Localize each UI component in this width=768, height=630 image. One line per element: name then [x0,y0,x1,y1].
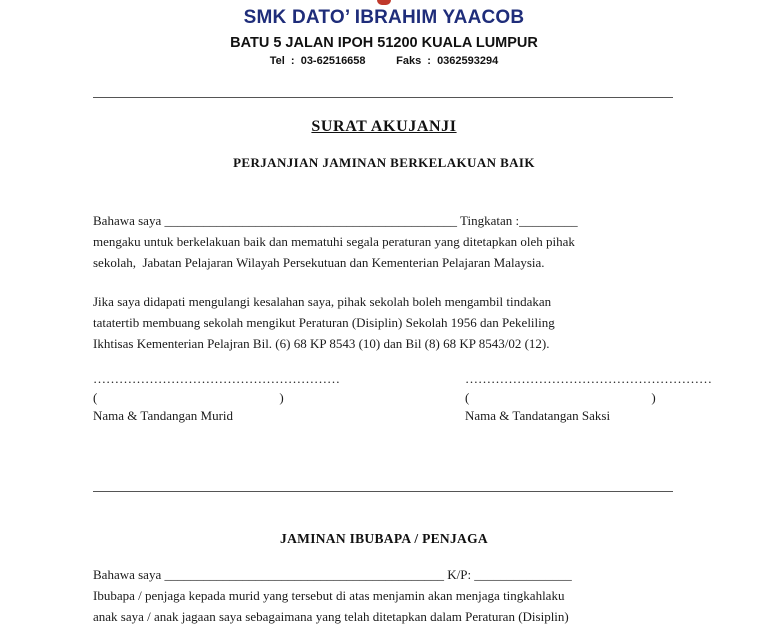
header-divider [93,97,673,98]
school-name: SMK DATO’ IBRAHIM YAACOB [243,7,525,28]
paragraph2-line2: tatatertib membuang sekolah mengikut Peraturan (Disiplin) Sekolah 1956 dan Pekeliling [93,315,555,330]
guarantee-line1: Bahawa saya ___________________________________________ K/P: _______________ [93,567,572,582]
school-logo [377,0,391,5]
guarantee-line2: Ibubapa / penjaga kepada murid yang tersebut di atas menjamin akan menjaga tingkahlaku [93,588,565,603]
student-signature-label: Nama & Tandangan Murid [93,408,234,423]
section-divider [93,491,673,492]
contact-line [0,55,768,67]
fax-number: Faks : 0362593294 [396,55,499,67]
witness-name-parens: ( ) [465,390,656,405]
guarantee-line3: anak saya / anak jagaan saya sebagaimana yang telah ditetapkan dalam Peraturan (Disiplin) [93,609,569,624]
paragraph2-line3: Ikhtisas Kementerian Pelajran Bil. (6) 68 KP 8543 (10) dan Bil (8) 68 KP 8543/02 (12). [93,336,550,351]
guarantee-title: JAMINAN IBUBAPA / PENJAGA [280,531,488,546]
document-subtitle: PERJANJIAN JAMINAN BERKELAKUAN BAIK [233,155,535,170]
witness-signature-dots: ………………………………………………… [465,371,712,386]
paragraph1-line2: mengaku untuk berkelakuan baik dan mematuhi segala peraturan yang ditetapkan oleh pihak [93,234,575,249]
paragraph2-line1: Jika saya didapati mengulangi kesalahan saya, pihak sekolah boleh mengambil tindakan [93,294,552,309]
telephone-number: Tel : 03-62516658 [269,55,366,67]
document-title: SURAT AKUJANJI [311,118,457,135]
student-signature-dots: ………………………………………………… [93,371,340,386]
school-address: BATU 5 JALAN IPOH 51200 KUALA LUMPUR [230,35,538,51]
student-name-parens: ( ) [93,390,284,405]
paragraph1-line1: Bahawa saya _____________________________________________ Tingkatan :_________ [93,213,578,228]
paragraph1-line3: sekolah, Jabatan Pelajaran Wilayah Persekutuan dan Kementerian Pelajaran Malaysia. [93,255,545,270]
witness-signature-label: Nama & Tandatangan Saksi [465,408,611,423]
